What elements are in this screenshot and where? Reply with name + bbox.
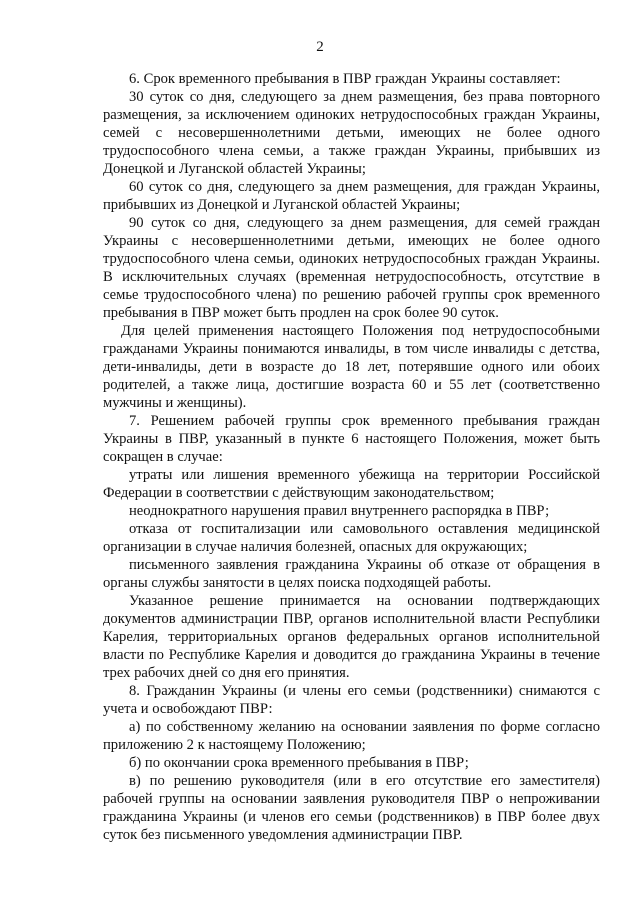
paragraph-rules-violation: неоднократного нарушения правил внутреннего распорядка в ПВР; [129, 503, 550, 519]
paragraph-asylum-loss: утраты или лишения временного убежища на территории Российской Федерации в соответствии с действующим законодательством; [103, 467, 600, 501]
paragraph-item-8b: б) по окончании срока временного пребывания в ПВР; [129, 755, 469, 771]
paragraph-decision-basis: Указанное решение принимается на основании подтверждающих документов администрации ПВР, органов исполнительной власти Республики Карелия, территориальных органов федеральных органов исполнительной власти по Республике Карелия и доводится до гражданина Украины в течение трех рабочих дней со дня его принятия. [103, 593, 600, 681]
page-number: 2 [316, 39, 324, 55]
paragraph-disabled-definition: Для целей применения настоящего Положения под нетрудоспособными гражданами Украины понимаются инвалиды, в том числе инвалиды с детства, дети-инвалиды, дети в возрасте до 18 лет, потерявшие одного или обоих родителей, а также лица, достигшие возраста 60 и 55 лет (соответственно мужчины и женщины). [103, 323, 600, 411]
paragraph-30-days: 30 суток со дня, следующего за днем размещения, без права повторного размещения, за исключением одиноких нетрудоспособных граждан Украины, семей с несовершеннолетними детьми, имеющих не более одного трудоспособного члена семьи, а также граждан Украины, прибывших из Донецкой и Луганской областей Украины; [103, 89, 600, 177]
paragraph-employment-refusal: письменного заявления гражданина Украины об отказе от обращения в органы службы занятости в целях поиска подходящей работы. [103, 557, 600, 591]
paragraph-hospital-refusal: отказа от госпитализации или самовольного оставления медицинской организации в случае наличия болезней, опасных для окружающих; [103, 521, 600, 555]
paragraph-item-8: 8. Гражданин Украины (и члены его семьи (родственники) снимаются с учета и освобождают ПВР: [103, 683, 600, 717]
paragraph-60-days: 60 суток со дня, следующего за днем размещения, для граждан Украины, прибывших из Донецкой и Луганской областей Украины; [103, 179, 600, 213]
paragraph-item-8v: в) по решению руководителя (или в его отсутствие его заместителя) рабочей группы на основании заявления руководителя ПВР о непроживании гражданина Украины (и членов его семьи (родственников) в ПВР более двух суток без письменного уведомления администрации ПВР. [103, 773, 600, 843]
paragraph-item-7: 7. Решением рабочей группы срок временного пребывания граждан Украины в ПВР, указанный в пункте 6 настоящего Положения, может быть сокращен в случае: [103, 413, 600, 465]
paragraph-90-days: 90 суток со дня, следующего за днем размещения, для семей граждан Украины с несовершеннолетними детьми, имеющих не более одного трудоспособного члена семьи, одиноких нетрудоспособных граждан Украины. В исключительных случаях (временная нетрудоспособность, отсутствие в семье трудоспособного члена) по решению рабочей группы срок временного пребывания в ПВР может быть продлен на срок более 90 суток. [103, 215, 600, 321]
paragraph-item-8a: а) по собственному желанию на основании заявления по форме согласно приложению 2 к настоящему Положению; [103, 719, 600, 753]
paragraph-item-6: 6. Срок временного пребывания в ПВР граждан Украины составляет: [129, 71, 561, 87]
document-body [103, 70, 600, 844]
